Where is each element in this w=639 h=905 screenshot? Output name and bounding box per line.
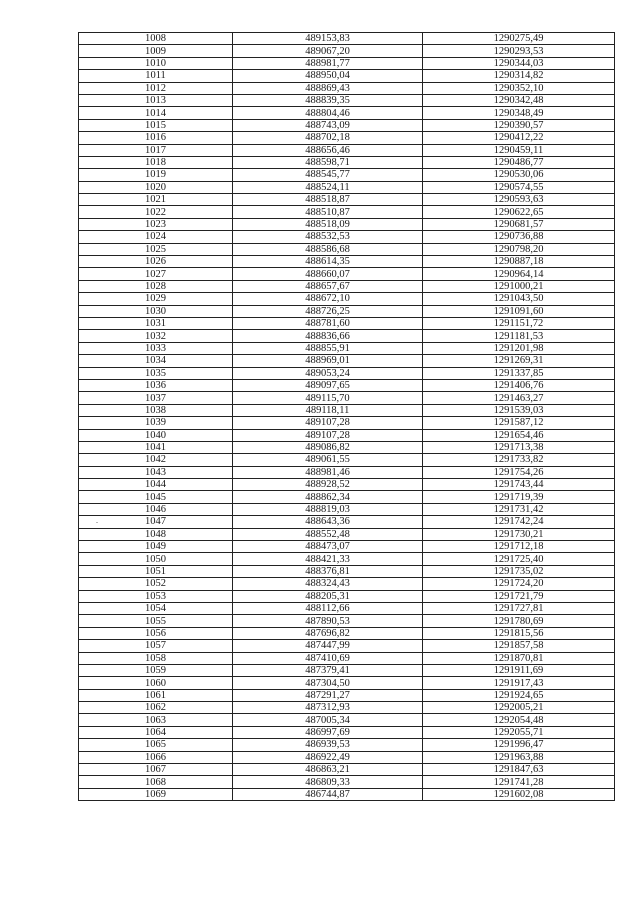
table-row: [79, 503, 615, 515]
x-coordinate-cell: 487379,41: [233, 664, 423, 676]
y-coordinate-cell: 1290314,82: [423, 70, 615, 82]
point-number-cell: 1026: [79, 256, 233, 268]
table-row: [79, 664, 615, 676]
point-number-cell: 1029: [79, 293, 233, 305]
table-row: [79, 454, 615, 466]
point-number-cell: 1049: [79, 541, 233, 553]
x-coordinate-cell: 489153,83: [233, 33, 423, 45]
x-coordinate-cell: 487890,53: [233, 615, 423, 627]
y-coordinate-cell: 1290352,10: [423, 82, 615, 94]
x-coordinate-cell: 487005,34: [233, 714, 423, 726]
y-coordinate-cell: 1290412,22: [423, 132, 615, 144]
y-coordinate-cell: 1291917,43: [423, 677, 615, 689]
point-number-cell: 1068: [79, 776, 233, 788]
x-coordinate-cell: 488743,09: [233, 119, 423, 131]
x-coordinate-cell: 489053,24: [233, 367, 423, 379]
x-coordinate-cell: 488518,09: [233, 218, 423, 230]
x-coordinate-cell: 488804,46: [233, 107, 423, 119]
y-coordinate-cell: 1290275,49: [423, 33, 615, 45]
x-coordinate-cell: 488981,46: [233, 466, 423, 478]
y-coordinate-cell: 1291721,79: [423, 590, 615, 602]
coordinates-table: [78, 32, 615, 801]
point-number-cell: 1066: [79, 751, 233, 763]
table-row: [79, 132, 615, 144]
x-coordinate-cell: 488702,18: [233, 132, 423, 144]
point-number-cell: 1012: [79, 82, 233, 94]
point-number-cell: 1021: [79, 194, 233, 206]
point-number-cell: 1028: [79, 280, 233, 292]
x-coordinate-cell: 488643,36: [233, 516, 423, 528]
x-coordinate-cell: 488862,34: [233, 491, 423, 503]
table-row: [79, 565, 615, 577]
y-coordinate-cell: 1291742,24: [423, 516, 615, 528]
x-coordinate-cell: 486744,87: [233, 788, 423, 800]
y-coordinate-cell: 1291725,40: [423, 553, 615, 565]
point-number-cell: 1008: [79, 33, 233, 45]
x-coordinate-cell: 488598,71: [233, 156, 423, 168]
x-coordinate-cell: 487410,69: [233, 652, 423, 664]
table-row: [79, 181, 615, 193]
y-coordinate-cell: 1290681,57: [423, 218, 615, 230]
y-coordinate-cell: 1290964,14: [423, 268, 615, 280]
point-number-cell: 1033: [79, 342, 233, 354]
y-coordinate-cell: 1291996,47: [423, 739, 615, 751]
x-coordinate-cell: 486997,69: [233, 726, 423, 738]
point-number-cell: 1018: [79, 156, 233, 168]
y-coordinate-cell: 1292054,48: [423, 714, 615, 726]
y-coordinate-cell: 1291181,53: [423, 330, 615, 342]
x-coordinate-cell: 488819,03: [233, 503, 423, 515]
x-coordinate-cell: 488660,07: [233, 268, 423, 280]
x-coordinate-cell: 488836,66: [233, 330, 423, 342]
x-coordinate-cell: 487696,82: [233, 627, 423, 639]
y-coordinate-cell: 1291815,56: [423, 627, 615, 639]
table-row: [79, 330, 615, 342]
point-number-cell: 1052: [79, 578, 233, 590]
x-coordinate-cell: 486939,53: [233, 739, 423, 751]
y-coordinate-cell: 1290593,63: [423, 194, 615, 206]
x-coordinate-cell: 488552,48: [233, 528, 423, 540]
x-coordinate-cell: 489067,20: [233, 45, 423, 57]
x-coordinate-cell: 487447,99: [233, 640, 423, 652]
y-coordinate-cell: 1291587,12: [423, 417, 615, 429]
point-number-cell: 1022: [79, 206, 233, 218]
y-coordinate-cell: 1291735,02: [423, 565, 615, 577]
table-row: [79, 293, 615, 305]
x-coordinate-cell: 487291,27: [233, 689, 423, 701]
point-number-cell: 1027: [79, 268, 233, 280]
point-number-cell: 1019: [79, 169, 233, 181]
x-coordinate-cell: 488510,87: [233, 206, 423, 218]
table-row: [79, 627, 615, 639]
table-row: [79, 33, 615, 45]
table-row: [79, 788, 615, 800]
y-coordinate-cell: 1290344,03: [423, 57, 615, 69]
x-coordinate-cell: 487304,50: [233, 677, 423, 689]
table-row: [79, 342, 615, 354]
point-number-cell: 1032: [79, 330, 233, 342]
x-coordinate-cell: 488855,91: [233, 342, 423, 354]
point-number-cell: 1020: [79, 181, 233, 193]
y-coordinate-cell: 1290342,48: [423, 94, 615, 106]
table-row: [79, 169, 615, 181]
y-coordinate-cell: 1291406,76: [423, 379, 615, 391]
point-number-cell: 1060: [79, 677, 233, 689]
x-coordinate-cell: 488545,77: [233, 169, 423, 181]
table-row: [79, 417, 615, 429]
point-number-cell: 1056: [79, 627, 233, 639]
table-row: [79, 677, 615, 689]
table-row: [79, 231, 615, 243]
x-coordinate-cell: 488781,60: [233, 317, 423, 329]
y-coordinate-cell: 1290736,88: [423, 231, 615, 243]
point-number-cell: 1023: [79, 218, 233, 230]
point-number-cell: 1051: [79, 565, 233, 577]
point-number-cell: 1034: [79, 355, 233, 367]
x-coordinate-cell: 488524,11: [233, 181, 423, 193]
y-coordinate-cell: 1291654,46: [423, 429, 615, 441]
table-row: [79, 218, 615, 230]
y-coordinate-cell: 1291743,44: [423, 479, 615, 491]
point-number-cell: 1040: [79, 429, 233, 441]
y-coordinate-cell: 1291727,81: [423, 602, 615, 614]
table-row: [79, 739, 615, 751]
y-coordinate-cell: 1291733,82: [423, 454, 615, 466]
y-coordinate-cell: 1290798,20: [423, 243, 615, 255]
x-coordinate-cell: 488376,81: [233, 565, 423, 577]
y-coordinate-cell: 1291870,81: [423, 652, 615, 664]
y-coordinate-cell: 1291043,50: [423, 293, 615, 305]
point-number-cell: 1016: [79, 132, 233, 144]
y-coordinate-cell: 1290348,49: [423, 107, 615, 119]
x-coordinate-cell: 488950,04: [233, 70, 423, 82]
y-coordinate-cell: 1292005,21: [423, 702, 615, 714]
y-coordinate-cell: 1291269,31: [423, 355, 615, 367]
table-row: [79, 466, 615, 478]
table-row: [79, 764, 615, 776]
table-row: [79, 404, 615, 416]
y-coordinate-cell: 1291754,26: [423, 466, 615, 478]
table-row: [79, 70, 615, 82]
y-coordinate-cell: 1291741,28: [423, 776, 615, 788]
point-number-cell: 1069: [79, 788, 233, 800]
x-coordinate-cell: 486863,21: [233, 764, 423, 776]
y-coordinate-cell: 1291719,39: [423, 491, 615, 503]
table-row: [79, 119, 615, 131]
scan-speck: [96, 522, 98, 523]
table-row: [79, 355, 615, 367]
point-number-cell: 1017: [79, 144, 233, 156]
y-coordinate-cell: 1291780,69: [423, 615, 615, 627]
y-coordinate-cell: 1291000,21: [423, 280, 615, 292]
point-number-cell: 1038: [79, 404, 233, 416]
point-number-cell: 1024: [79, 231, 233, 243]
point-number-cell: 1067: [79, 764, 233, 776]
x-coordinate-cell: 488586,68: [233, 243, 423, 255]
table-row: [79, 429, 615, 441]
x-coordinate-cell: 488614,35: [233, 256, 423, 268]
point-number-cell: 1065: [79, 739, 233, 751]
x-coordinate-cell: 488672,10: [233, 293, 423, 305]
y-coordinate-cell: 1290293,53: [423, 45, 615, 57]
x-coordinate-cell: 488324,43: [233, 578, 423, 590]
point-number-cell: 1025: [79, 243, 233, 255]
y-coordinate-cell: 1291602,08: [423, 788, 615, 800]
table-row: [79, 45, 615, 57]
table-row: [79, 379, 615, 391]
x-coordinate-cell: 488969,01: [233, 355, 423, 367]
x-coordinate-cell: 488473,07: [233, 541, 423, 553]
point-number-cell: 1014: [79, 107, 233, 119]
point-number-cell: 1036: [79, 379, 233, 391]
point-number-cell: 1044: [79, 479, 233, 491]
point-number-cell: 1058: [79, 652, 233, 664]
table-row: [79, 640, 615, 652]
table-row: [79, 256, 615, 268]
y-coordinate-cell: 1290486,77: [423, 156, 615, 168]
point-number-cell: 1039: [79, 417, 233, 429]
table-row: [79, 553, 615, 565]
x-coordinate-cell: 489107,28: [233, 417, 423, 429]
table-row: [79, 367, 615, 379]
table-row: [79, 107, 615, 119]
point-number-cell: 1064: [79, 726, 233, 738]
y-coordinate-cell: 1291337,85: [423, 367, 615, 379]
y-coordinate-cell: 1291539,03: [423, 404, 615, 416]
x-coordinate-cell: 488205,31: [233, 590, 423, 602]
x-coordinate-cell: 488532,53: [233, 231, 423, 243]
point-number-cell: 1013: [79, 94, 233, 106]
table-row: [79, 144, 615, 156]
y-coordinate-cell: 1291731,42: [423, 503, 615, 515]
table-row: [79, 441, 615, 453]
x-coordinate-cell: 488726,25: [233, 305, 423, 317]
x-coordinate-cell: 489061,55: [233, 454, 423, 466]
table-row: [79, 305, 615, 317]
table-row: [79, 156, 615, 168]
table-row: [79, 206, 615, 218]
point-number-cell: 1010: [79, 57, 233, 69]
table-row: [79, 652, 615, 664]
y-coordinate-cell: 1290574,55: [423, 181, 615, 193]
y-coordinate-cell: 1291924,65: [423, 689, 615, 701]
point-number-cell: 1063: [79, 714, 233, 726]
point-number-cell: 1015: [79, 119, 233, 131]
table-row: [79, 392, 615, 404]
x-coordinate-cell: 486922,49: [233, 751, 423, 763]
point-number-cell: 1045: [79, 491, 233, 503]
point-number-cell: 1047: [79, 516, 233, 528]
x-coordinate-cell: 489115,70: [233, 392, 423, 404]
y-coordinate-cell: 1291151,72: [423, 317, 615, 329]
point-number-cell: 1048: [79, 528, 233, 540]
y-coordinate-cell: 1290390,57: [423, 119, 615, 131]
table-row: [79, 243, 615, 255]
y-coordinate-cell: 1291463,27: [423, 392, 615, 404]
point-number-cell: 1031: [79, 317, 233, 329]
y-coordinate-cell: 1290459,11: [423, 144, 615, 156]
y-coordinate-cell: 1291847,63: [423, 764, 615, 776]
table-row: [79, 590, 615, 602]
x-coordinate-cell: 488869,43: [233, 82, 423, 94]
y-coordinate-cell: 1291091,60: [423, 305, 615, 317]
table-row: [79, 491, 615, 503]
y-coordinate-cell: 1292055,71: [423, 726, 615, 738]
table-row: [79, 82, 615, 94]
table-row: [79, 268, 615, 280]
y-coordinate-cell: 1291730,21: [423, 528, 615, 540]
table-row: [79, 689, 615, 701]
table-row: [79, 615, 615, 627]
point-number-cell: 1050: [79, 553, 233, 565]
point-number-cell: 1011: [79, 70, 233, 82]
y-coordinate-cell: 1290887,18: [423, 256, 615, 268]
table-row: [79, 602, 615, 614]
point-number-cell: 1053: [79, 590, 233, 602]
coordinates-table-body: [79, 33, 615, 801]
table-row: [79, 317, 615, 329]
table-row: [79, 57, 615, 69]
x-coordinate-cell: 488656,46: [233, 144, 423, 156]
point-number-cell: 1043: [79, 466, 233, 478]
table-row: [79, 751, 615, 763]
x-coordinate-cell: 488928,52: [233, 479, 423, 491]
point-number-cell: 1055: [79, 615, 233, 627]
point-number-cell: 1059: [79, 664, 233, 676]
y-coordinate-cell: 1291712,18: [423, 541, 615, 553]
point-number-cell: 1041: [79, 441, 233, 453]
point-number-cell: 1057: [79, 640, 233, 652]
table-row: [79, 528, 615, 540]
x-coordinate-cell: 488981,77: [233, 57, 423, 69]
table-row: [79, 194, 615, 206]
point-number-cell: 1054: [79, 602, 233, 614]
y-coordinate-cell: 1291857,58: [423, 640, 615, 652]
table-row: [79, 516, 615, 528]
table-row: [79, 776, 615, 788]
point-number-cell: 1061: [79, 689, 233, 701]
table-row: [79, 714, 615, 726]
y-coordinate-cell: 1291201,98: [423, 342, 615, 354]
y-coordinate-cell: 1291911,69: [423, 664, 615, 676]
table-row: [79, 94, 615, 106]
y-coordinate-cell: 1291963,88: [423, 751, 615, 763]
point-number-cell: 1046: [79, 503, 233, 515]
point-number-cell: 1030: [79, 305, 233, 317]
table-row: [79, 702, 615, 714]
y-coordinate-cell: 1290530,06: [423, 169, 615, 181]
point-number-cell: 1009: [79, 45, 233, 57]
point-number-cell: 1035: [79, 367, 233, 379]
x-coordinate-cell: 489118,11: [233, 404, 423, 416]
table-row: [79, 280, 615, 292]
x-coordinate-cell: 489107,28: [233, 429, 423, 441]
x-coordinate-cell: 488421,33: [233, 553, 423, 565]
y-coordinate-cell: 1291713,38: [423, 441, 615, 453]
x-coordinate-cell: 489097,65: [233, 379, 423, 391]
point-number-cell: 1062: [79, 702, 233, 714]
x-coordinate-cell: 488112,66: [233, 602, 423, 614]
y-coordinate-cell: 1290622,65: [423, 206, 615, 218]
y-coordinate-cell: 1291724,20: [423, 578, 615, 590]
x-coordinate-cell: 487312,93: [233, 702, 423, 714]
table-row: [79, 726, 615, 738]
x-coordinate-cell: 488839,35: [233, 94, 423, 106]
point-number-cell: 1042: [79, 454, 233, 466]
x-coordinate-cell: 486809,33: [233, 776, 423, 788]
x-coordinate-cell: 488518,87: [233, 194, 423, 206]
table-row: [79, 479, 615, 491]
table-row: [79, 541, 615, 553]
x-coordinate-cell: 489086,82: [233, 441, 423, 453]
point-number-cell: 1037: [79, 392, 233, 404]
table-row: [79, 578, 615, 590]
x-coordinate-cell: 488657,67: [233, 280, 423, 292]
